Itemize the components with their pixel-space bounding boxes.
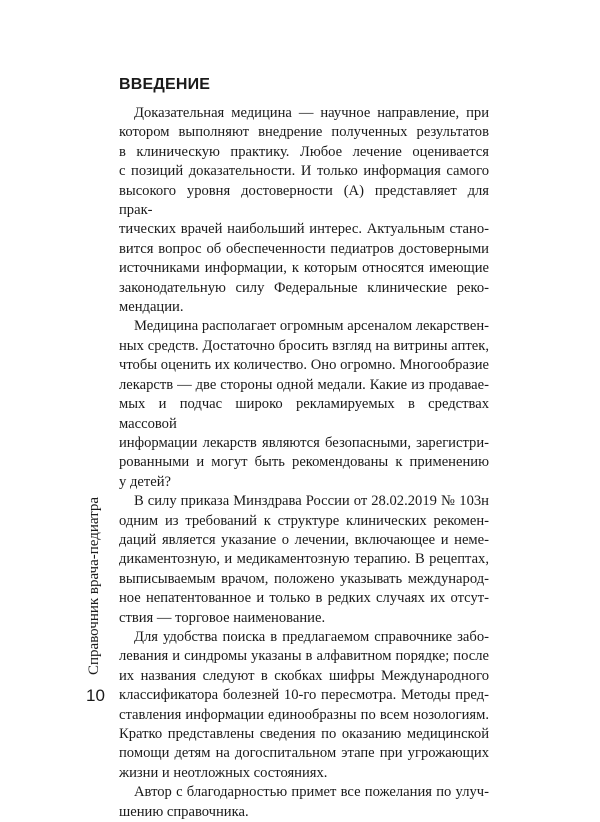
text-line: рованными и могут быть рекомендованы к применению — [119, 454, 489, 471]
text-line: одним из требований к структуре клинических рекомен- — [119, 512, 489, 529]
text-line: помощи детям на догоспитальном этапе при угрожающих — [119, 745, 489, 762]
text-line: лекарств — две стороны одной медали. Какие из продавае- — [119, 376, 489, 393]
text-line: чтобы оценить их количество. Оно огромно. Многообразие — [119, 357, 489, 374]
text-line: шению справочника. — [119, 803, 249, 820]
text-line: источниками информации, к которым относятся имеющие — [119, 260, 489, 277]
body-text — [119, 104, 489, 822]
text-line: левания и синдромы указаны в алфавитном порядке; после — [119, 648, 489, 665]
text-line: ствия — торговое наименование. — [119, 609, 326, 626]
text-line: ставления информации единообразны по всем нозологиям. — [119, 706, 489, 723]
text-line: классификатора болезней 10-го пересмотра. Методы пред- — [119, 687, 489, 704]
text-line: Автор с благодарностью примет все пожелания по улуч- — [134, 784, 489, 801]
text-line: В силу приказа Минздрава России от 28.02.2019 № 103н — [134, 493, 489, 510]
text-line: у детей? — [119, 473, 171, 490]
running-title: Справочник врача-педиатра — [86, 496, 102, 675]
paragraph-3 — [119, 492, 489, 628]
text-line: ных средств. Достаточно бросить взгляд на витрины аптек, — [119, 337, 489, 354]
paragraph-1 — [119, 104, 489, 317]
text-line: дикаментозную, и медикаментозную терапию. В рецептах, — [119, 551, 489, 568]
text-line: Медицина располагает огромным арсеналом лекарствен- — [134, 318, 489, 335]
paragraph-4 — [119, 628, 489, 783]
text-line: вится вопрос об обеспеченности педиатров достоверными — [119, 240, 489, 257]
text-line: информации лекарств являются безопасными, зарегистри- — [119, 434, 489, 451]
text-line: Доказательная медицина — научное направление, при — [134, 105, 489, 121]
paragraph-2 — [119, 317, 489, 492]
text-line: в клиническую практику. Любое лечение оценивается — [119, 143, 489, 160]
text-line: законодательную силу Федеральные клинические реко- — [119, 279, 489, 296]
text-line: выписываемым врачом, положено указывать международ- — [119, 570, 489, 587]
text-line: Для удобства поиска в предлагаемом справочнике забо- — [134, 628, 489, 645]
section-heading: ВВЕДЕНИЕ — [119, 76, 211, 93]
text-line: ное непатентованное и только в редких случаях их отсут- — [119, 590, 489, 607]
text-line: жизни и неотложных состояниях. — [119, 764, 328, 781]
text-line: высокого уровня достоверности (А) представляет для прак- — [119, 182, 489, 219]
page-number: 10 — [86, 686, 105, 705]
text-line: даций является указание о лечении, включающее и неме- — [119, 531, 489, 548]
text-line: с позиций доказательности. И только информация самого — [119, 163, 489, 180]
text-line: мых и подчас широко рекламируемых в средствах массовой — [119, 396, 489, 432]
text-line: котором выполняют внедрение полученных результатов — [119, 124, 489, 141]
text-line: их названия следуют в скобках шифры Международного — [119, 667, 489, 684]
text-line: Кратко представлены сведения по оказанию медицинской — [119, 726, 489, 742]
text-line: тических врачей наибольший интерес. Актуальным стано- — [119, 221, 489, 238]
text-line: мендации. — [119, 299, 184, 316]
paragraph-5 — [119, 783, 489, 822]
